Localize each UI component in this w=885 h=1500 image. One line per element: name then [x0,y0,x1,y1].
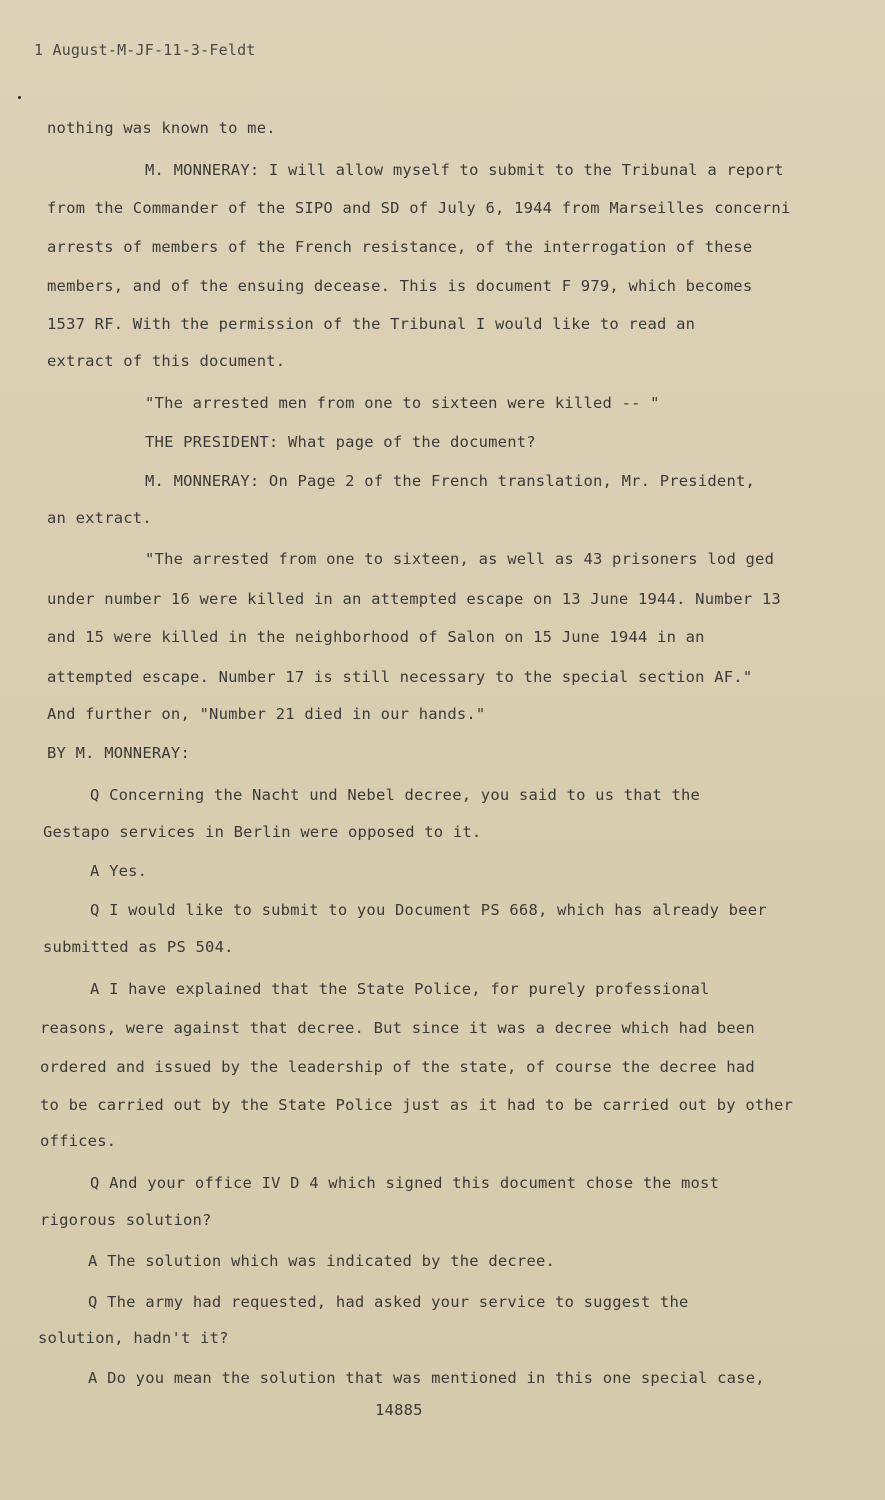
text-line: Q The army had requested, had asked your service to suggest the [88,1293,689,1311]
text-line: nothing was known to me. [47,119,276,137]
text-line: offices. [40,1132,117,1150]
text-line: submitted as PS 504. [43,938,234,956]
text-line: A Yes. [90,862,148,880]
text-line: solution, hadn't it? [38,1329,229,1347]
text-line: "The arrested men from one to sixteen were killed -- " [145,394,660,412]
text-line: attempted escape. Number 17 is still necessary to the special section AF." [47,668,753,686]
text-line: rigorous solution? [40,1211,212,1229]
text-line: BY M. MONNERAY: [47,744,190,762]
text-line: ordered and issued by the leadership of the state, of course the decree had [40,1058,755,1076]
text-line: reasons, were against that decree. But since it was a decree which had been [40,1019,755,1037]
text-line: to be carried out by the State Police just as it had to be carried out by other [40,1096,794,1114]
text-line: "The arrested from one to sixteen, as well as 43 prisoners lod ged [145,550,775,568]
text-line: extract of this document. [47,352,286,370]
text-line: M. MONNERAY: I will allow myself to submit to the Tribunal a report [145,161,784,179]
text-line: Q And your office IV D 4 which signed this document chose the most [90,1174,720,1192]
page-header: 1 August-M-JF-11-3-Feldt [34,41,256,59]
text-line: 1537 RF. With the permission of the Tribunal I would like to read an [47,315,696,333]
text-line: M. MONNERAY: On Page 2 of the French translation, Mr. President, [145,472,756,490]
text-line: and 15 were killed in the neighborhood of Salon on 15 June 1944 in an [47,628,705,646]
text-line: Q I would like to submit to you Document PS 668, which has already beer [90,901,767,919]
text-line: from the Commander of the SIPO and SD of July 6, 1944 from Marseilles concerni [47,199,791,217]
page-number: 14885 [375,1401,423,1419]
text-line: Q Concerning the Nacht und Nebel decree, you said to us that the [90,786,701,804]
text-line: And further on, "Number 21 died in our hands." [47,705,486,723]
text-line: A The solution which was indicated by the decree. [88,1252,556,1270]
margin-dot [18,96,21,99]
text-line: an extract. [47,509,152,527]
text-line: A I have explained that the State Police, for purely professional [90,980,710,998]
text-line: members, and of the ensuing decease. This is document F 979, which becomes [47,277,753,295]
text-line: A Do you mean the solution that was mentioned in this one special case, [88,1369,765,1387]
text-line: under number 16 were killed in an attempted escape on 13 June 1944. Number 13 [47,590,781,608]
text-line: arrests of members of the French resistance, of the interrogation of these [47,238,753,256]
text-line: THE PRESIDENT: What page of the document? [145,433,536,451]
text-line: Gestapo services in Berlin were opposed to it. [43,823,482,841]
